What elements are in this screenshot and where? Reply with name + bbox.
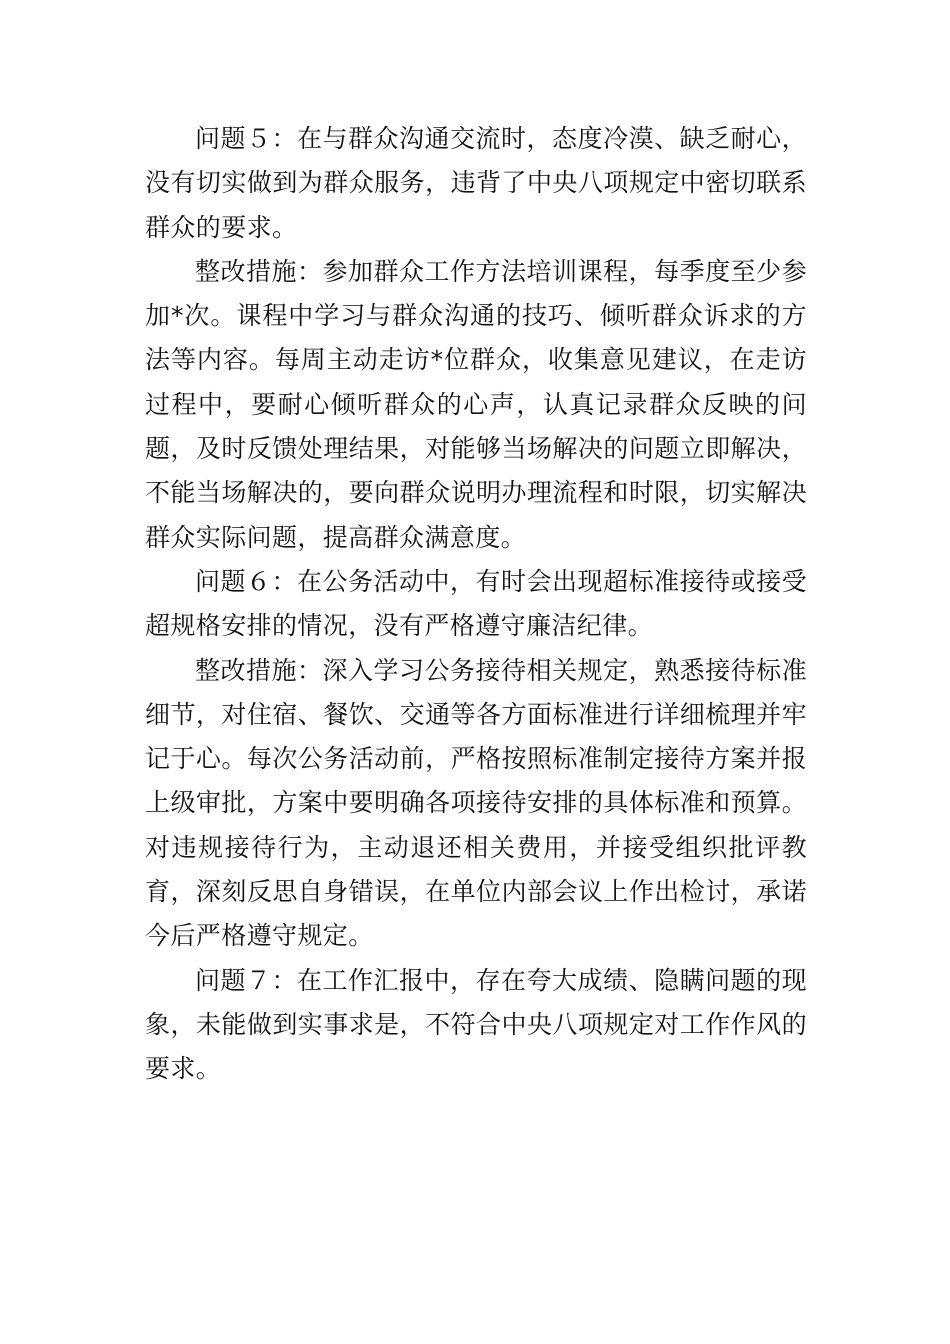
document-page [145,117,807,1092]
problem-6-paragraph: 问题６：在公务活动中，有时会出现超标准接待或接受超规格安排的情况，没有严格遵守廉洁纪律。 [145,566,807,641]
measure-6-paragraph: 整改措施：深入学习公务接待相关规定，熟悉接待标准细节，对住宿、餐饮、交通等各方面标准进行详细梳理并牢记于心。每次公务活动前，严格按照标准制定接待方案并报上级审批，方案中要明确各项接待安排的具体标准和预算。对违规接待行为，主动退还相关费用，并接受组织批评教育，深刻反思自身错误，在单位内部会议上作出检讨，承诺今后严格遵守规定。 [145,655,807,951]
problem-5-paragraph: 问题５：在与群众沟通交流时，态度冷漠、缺乏耐心，没有切实做到为群众服务，违背了中央八项规定中密切联系群众的要求。 [145,124,807,242]
measure-5-paragraph: 整改措施：参加群众工作方法培训课程，每季度至少参加*次。课程中学习与群众沟通的技巧、倾听群众诉求的方法等内容。每周主动走访*位群众，收集意见建议，在走访过程中，要耐心倾听群众的心声，认真记录群众反映的问题，及时反馈处理结果，对能够当场解决的问题立即解决，不能当场解决的，要向群众说明办理流程和时限，切实解决群众实际问题，提高群众满意度。 [145,256,807,552]
problem-7-paragraph: 问题７：在工作汇报中，存在夸大成绩、隐瞒问题的现象，未能做到实事求是，不符合中央八项规定对工作作风的要求。 [145,965,807,1084]
